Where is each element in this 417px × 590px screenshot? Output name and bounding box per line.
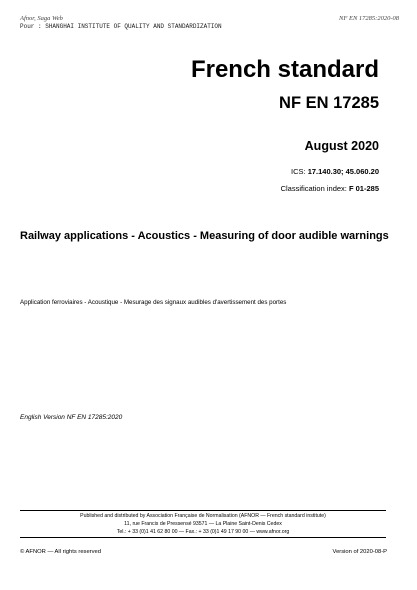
publisher-top-rule — [20, 510, 386, 511]
copyright-notice: © AFNOR — All rights reserved — [20, 549, 101, 555]
document-title-en: Railway applications - Acoustics - Measuring of door audible warnings — [20, 230, 389, 242]
publisher-line-1: Published and distributed by Association Française de Normalisation (AFNOR — French standard institute) — [80, 513, 326, 519]
header-source: Afnor, Saga Web — [20, 15, 63, 22]
standard-number: NF EN 17285 — [279, 94, 379, 112]
ics-codes — [291, 167, 379, 176]
classification-value: F 01-285 — [348, 184, 379, 193]
ics-label: ICS: — [291, 167, 306, 176]
header-standard-ref: NF EN 17285:2020-08 — [339, 15, 399, 22]
page-title: French standard — [190, 56, 379, 83]
publication-date: August 2020 — [304, 139, 379, 153]
english-version-note: English Version NF EN 17285:2020 — [20, 414, 123, 421]
classification-label: Classification index: — [280, 184, 347, 193]
publisher-address: 11, rue Francis de Pressensé 93571 — La Plaine Saint-Denis Cedex — [124, 521, 282, 527]
document-title-fr: Application ferroviaires - Acoustique - Mesurage des signaux audibles d'avertissement des portes — [20, 299, 287, 306]
publisher-bottom-rule — [20, 537, 386, 538]
version-label: Version of 2020-08-P — [332, 549, 387, 555]
publisher-contact: Tel.: + 33 (0)1 41 62 80 00 — Fax.: + 33 (0)1 49 17 90 00 — www.afnor.org — [116, 529, 290, 535]
ics-value: 17.140.30; 45.060.20 — [307, 167, 379, 176]
classification-index — [281, 184, 379, 193]
header-licensee: Pour : SHANGHAI INSTITUTE OF QUALITY AND STANDARDIZATION — [20, 23, 222, 30]
